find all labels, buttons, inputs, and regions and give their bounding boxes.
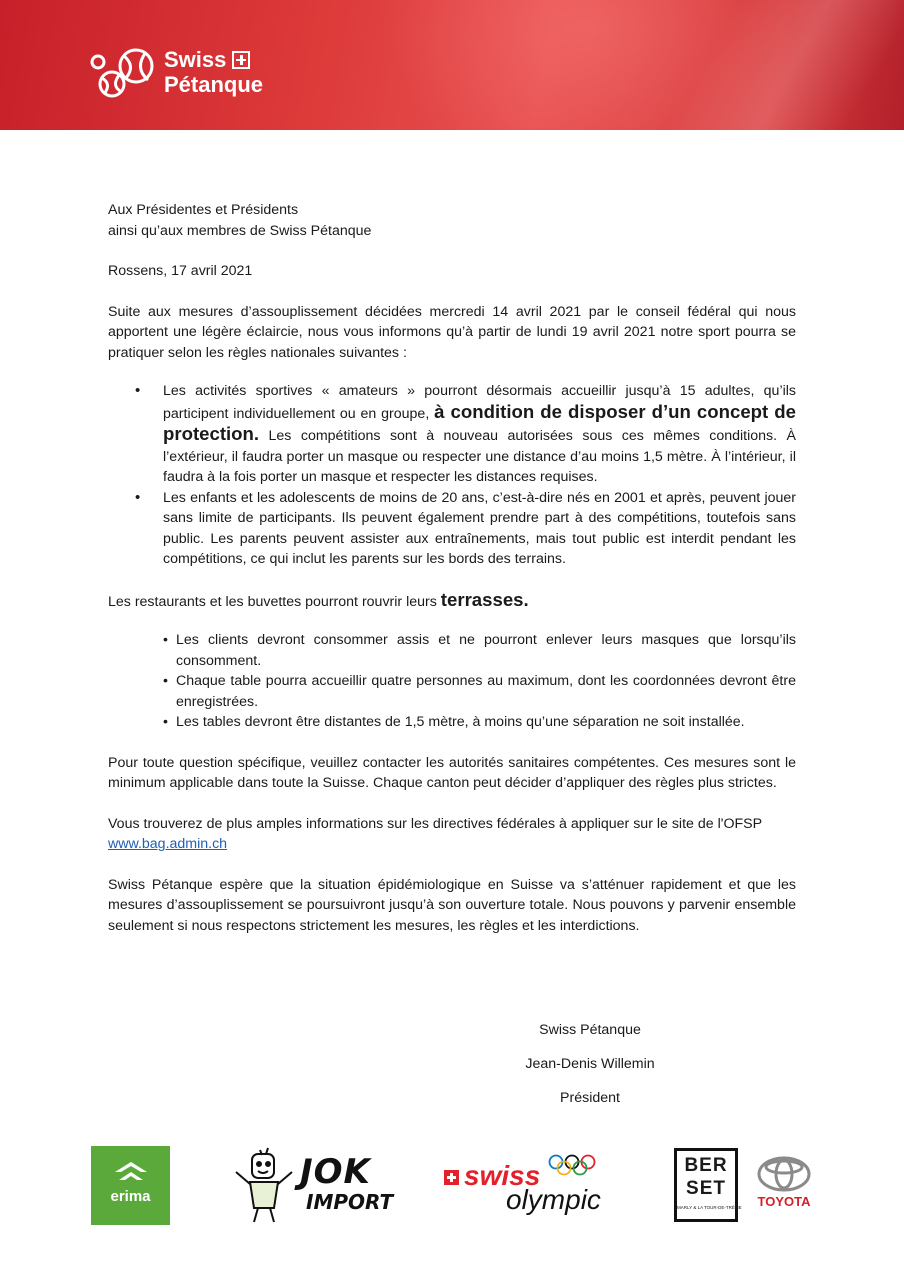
swiss-cross-icon [232, 51, 250, 69]
banner-highlight [640, 0, 904, 130]
bullet1-emphasis: à condition de disposer d’un concept de protection. [163, 400, 796, 444]
letter-body [108, 200, 796, 936]
questions-paragraph: Pour toute question spécifique, veuillez contacter les autorités sanitaires compétentes. Ces mesures sont le minimum applicable dans toute la Suisse. Chaque canton peut décider d’appliquer des règles plus strictes. [108, 754, 796, 791]
restaurants-text: Les restaurants et les buvettes pourront rouvrir leurs [108, 593, 437, 610]
olympic-wordmark: olympic [506, 1184, 601, 1215]
bullet1-text: Les activités sportives « amateurs » pourront désormais accueillir jusqu’à 15 adultes, qu’ils participent individuellement ou en groupe, [163, 383, 796, 422]
signature-name: Jean-Denis Willemin [525, 1056, 655, 1072]
erima-logo [91, 1146, 170, 1225]
berset-logo [674, 1148, 742, 1222]
sponsor-logos [0, 1140, 904, 1240]
list-item: • Les enfants et les adolescents de moins de 20 ans, c’est-à-dire nés en 2001 et après, peuvent jouer sans limite de participants. Ils peuvent également prendre part à des compétitions, toutefois sans public. Les parents peuvent assister aux entraînements, mais tout public est interdit pendant les compétitions, ce qui inclut les parents sur les bords des terrains. [108, 488, 796, 570]
intro-paragraph: Suite aux mesures d’assouplissement décidées mercredi 14 avril 2021 par le conseil fédéral qui nous apportent une légère éclaircie, nous vous informons qu’à partir de lundi 19 avril 2021 notre sport pourra se pratiquer selon les règles nationales suivantes : [108, 303, 796, 361]
list-item [108, 381, 796, 488]
header-banner [0, 0, 904, 130]
berset-tagline: MARLY & LA TOUR-DE-TRÊME [677, 1205, 742, 1210]
list-item: • Les clients devront consommer assis et ne pourront enlever leurs masques que lorsqu’ils consomment. [108, 630, 796, 671]
import-wordmark: IMPORT [306, 1190, 394, 1214]
erima-wordmark: erima [110, 1188, 151, 1205]
signature-role: Président [560, 1090, 620, 1106]
petanque-balls-icon [86, 44, 158, 100]
restaurants-emphasis: terrasses. [440, 588, 529, 610]
jok-import-logo [230, 1146, 400, 1226]
closing-paragraph: Swiss Pétanque espère que la situation épidémiologique en Suisse va s’atténuer rapidement et que les mesures d’assouplissement se poursuivront jusqu’à son ouverture totale. Nous pouvons y parvenir ensemble seulement si nous respectons strictement les mesures, les règles et les interdictions. [108, 876, 796, 934]
logo-line1: Swiss [164, 47, 227, 72]
rules-list [108, 381, 796, 570]
toyota-wordmark: TOYOTA [757, 1194, 811, 1209]
signature-block [500, 1013, 680, 1115]
signature-org: Swiss Pétanque [539, 1022, 641, 1038]
swiss-olympic-logo [444, 1152, 614, 1222]
jok-wordmark: JOK [300, 1152, 371, 1192]
toyota-emblem-icon [756, 1156, 812, 1192]
info-paragraph: Vous trouverez de plus amples informations sur les directives fédérales à appliquer sur le site de l'OFSP [108, 815, 763, 832]
swiss-cross-icon [444, 1170, 459, 1185]
logo-line2: Pétanque [164, 72, 264, 97]
berset-line2: SET [686, 1178, 726, 1199]
toyota-logo [750, 1156, 818, 1216]
berset-line1: BER [684, 1155, 728, 1176]
list-item: • Les tables devront être distantes de 1,5 mètre, à moins qu’une séparation ne soit installée. [108, 712, 796, 733]
list-item: • Chaque table pourra accueillir quatre personnes au maximum, dont les coordonnées devront être enregistrées. [108, 671, 796, 712]
olympic-rings-icon [548, 1154, 598, 1176]
place-date: Rossens, 17 avril 2021 [108, 263, 253, 279]
address-line: Aux Présidentes et Présidents [108, 202, 299, 218]
cartoon-mascot-icon [230, 1146, 300, 1226]
address-line: ainsi qu’aux membres de Swiss Pétanque [108, 222, 372, 239]
restaurants-paragraph [108, 590, 796, 613]
swiss-wordmark: swiss [464, 1160, 541, 1191]
terrace-rules-list [108, 630, 796, 733]
logo-wordmark [164, 47, 263, 97]
erima-mark-icon [91, 1150, 170, 1190]
ofsp-link[interactable]: www.bag.admin.ch [108, 836, 228, 852]
bullet1-text-cont: Les compétitions sont à nouveau autorisées sous ces mêmes conditions. À l’extérieur, il faudra porter un masque ou respecter une distance d’au moins 1,5 mètre. À l’intérieur, il faudra à la fois porter un masque et respecter les distances requises. [163, 428, 796, 485]
